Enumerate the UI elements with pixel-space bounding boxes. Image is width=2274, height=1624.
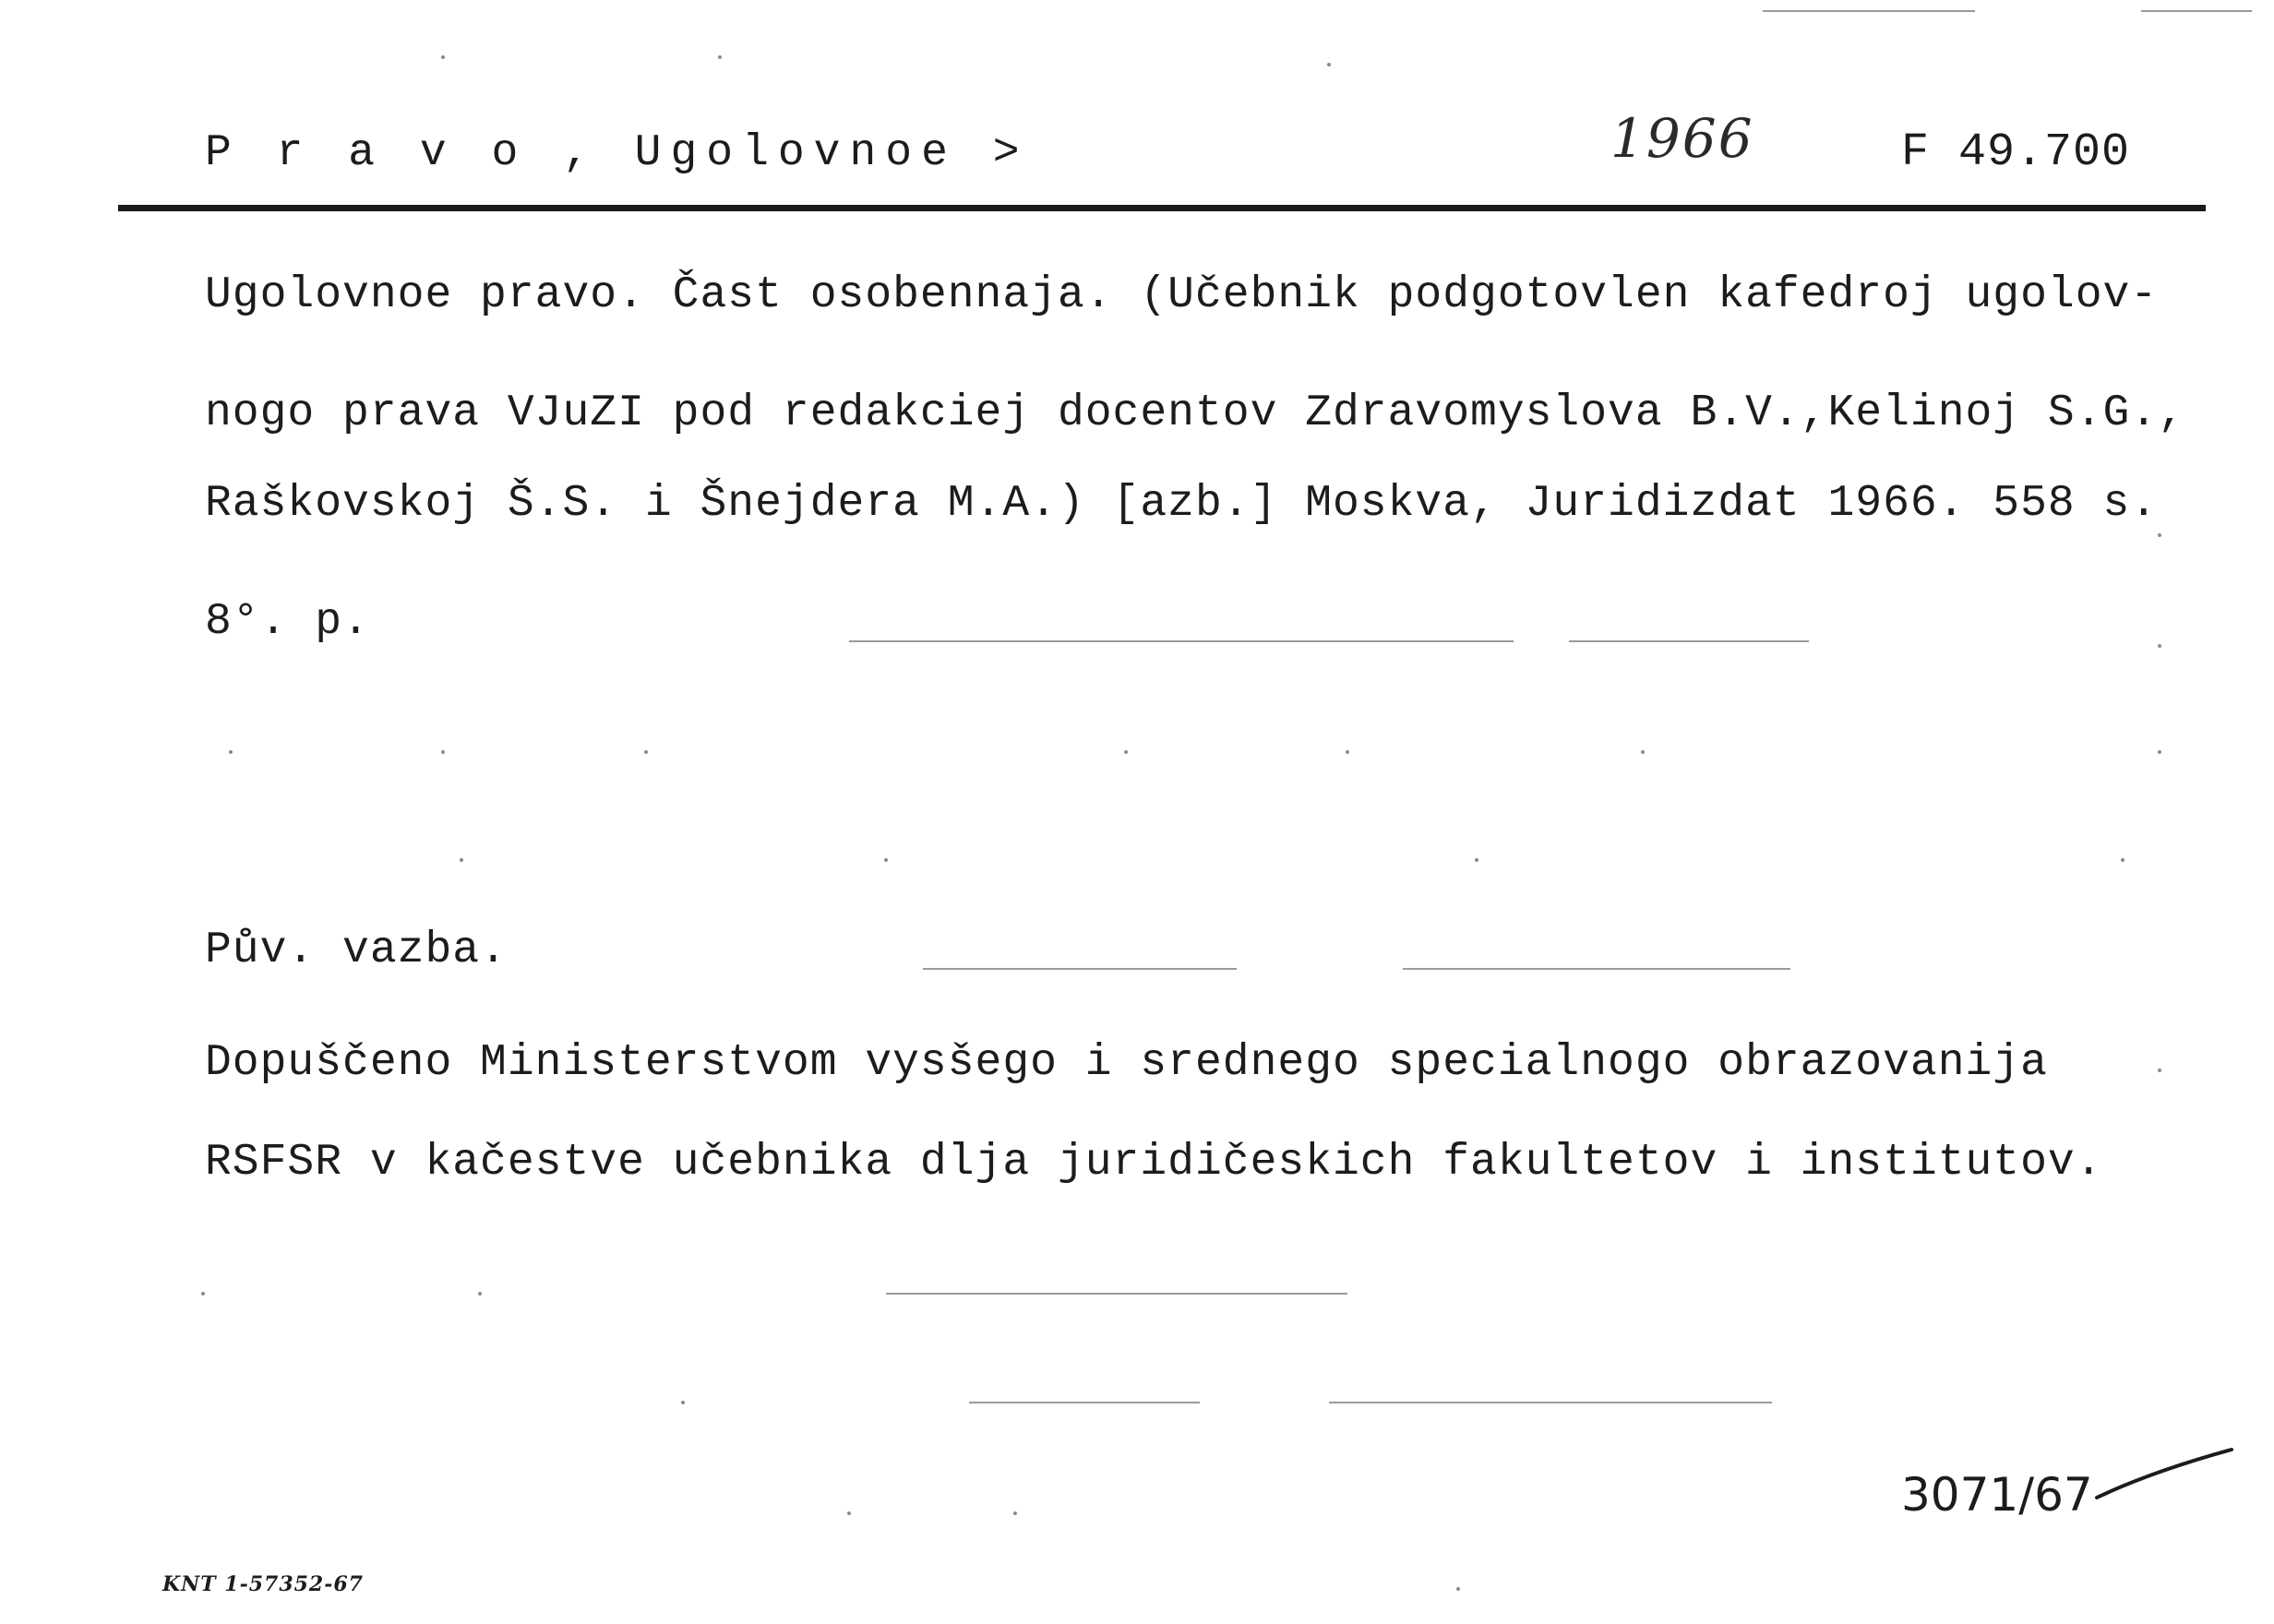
approval-line-2: RSFSR v kačestve učebnika dlja juridičeskich fakultetov i institutov. bbox=[205, 1138, 2103, 1188]
accession-number: 3071/67 bbox=[1901, 1468, 2093, 1522]
binding-note: Pův. vazba. bbox=[205, 925, 508, 975]
description-line-1: Ugolovnoe pravo. Čast osobennaja. (Učebnik podgotovlen kafedroj ugolov- bbox=[205, 270, 2159, 320]
description-line-4: 8°. p. bbox=[205, 597, 370, 647]
description-line-3: Raškovskoj Š.S. i Šnejdera M.A.) [azb.] Moskva, Juridizdat 1966. 558 s. bbox=[205, 479, 2159, 529]
heading-rule bbox=[118, 205, 2206, 211]
handwritten-year: 1966 bbox=[1610, 107, 1754, 170]
card-heading: P r a v o , Ugolovnoe > bbox=[205, 128, 1029, 178]
call-number: F 49.700 bbox=[1901, 126, 2131, 179]
description-line-2: nogo prava VJuZI pod redakciej docentov Zdravomyslova B.V.,Kelinoj S.G., bbox=[205, 388, 2185, 438]
approval-line-1: Dopuščeno Ministerstvom vysšego i srednego specialnogo obrazovanija bbox=[205, 1038, 2048, 1088]
footer-code: KNT 1-57352-67 bbox=[162, 1572, 364, 1596]
pen-stroke-mark bbox=[2095, 1444, 2233, 1509]
